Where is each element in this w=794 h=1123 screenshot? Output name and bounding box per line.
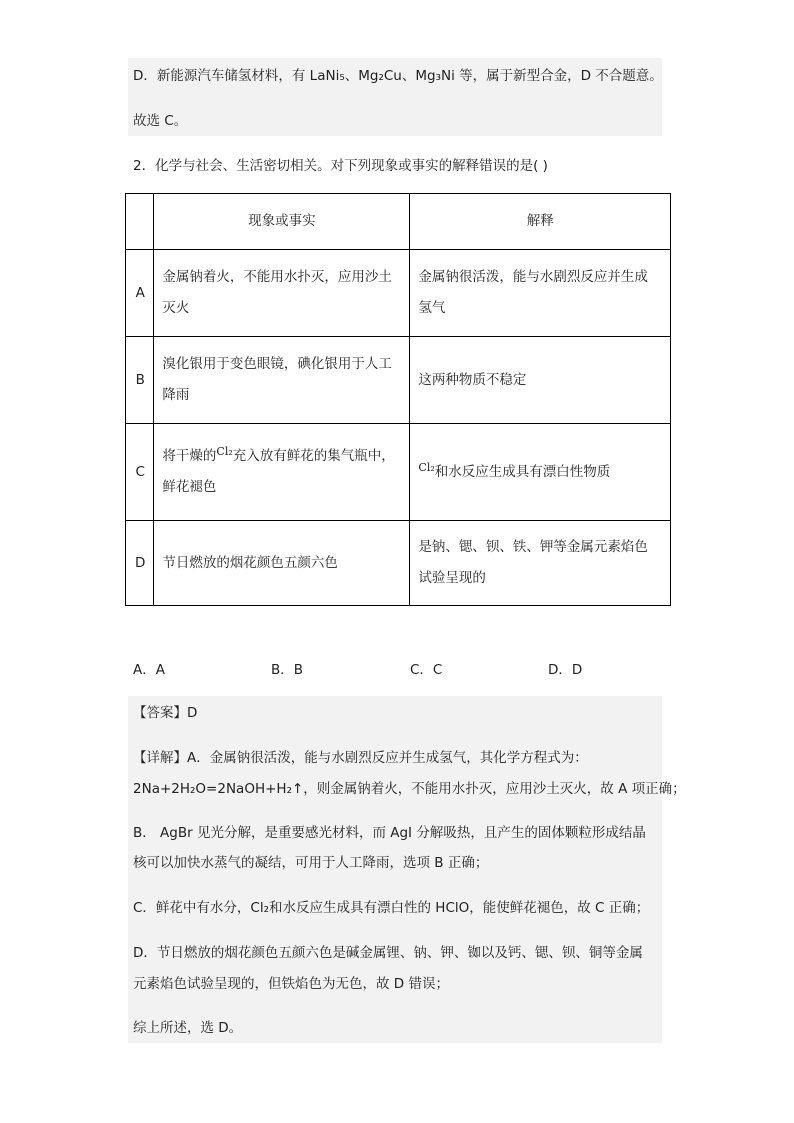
detail-b-line1: B． AgBr 见光分解，是重要感光材料，而 AgI 分解吸热，且产生的固体颗粒形成结晶 [133, 825, 646, 841]
detail-c: C．鲜花中有水分，Cl₂和水反应生成具有漂白性的 HClO，能使鲜花褪色，故 C 正确； [133, 900, 650, 916]
fact-line: 金属钠着火，不能用水扑灭，应用沙土 [162, 269, 392, 285]
fact-line: 灭火 [162, 300, 190, 316]
question-stem: 2．化学与社会、生活密切相关。对下列现象或事实的解释错误的是( ) [133, 158, 548, 174]
fact-line: 降雨 [162, 387, 190, 403]
option-a: A．A [133, 662, 165, 678]
chlorine-formula: Cl₂ [418, 460, 435, 474]
row-explanation [410, 521, 671, 606]
fact-line: 溴化银用于变色眼镜，碘化银用于人工 [162, 356, 392, 372]
option-c: C．C [410, 662, 443, 678]
fact-text: 充入放有鲜花的集气瓶中， [232, 448, 395, 464]
explanation-line: 试验呈现的 [418, 570, 486, 586]
row-label: C [126, 424, 154, 521]
detail-d-line1: D．节日燃放的烟花颜色五颜六色是碱金属锂、钠、钾、铷以及钙、锶、钡、铜等金属 [133, 945, 643, 961]
explanation-line: 金属钠很活泼，能与水剧烈反应并生成 [418, 269, 648, 285]
option-b: B．B [271, 662, 304, 678]
header-empty-cell [126, 194, 154, 250]
fact-line: 鲜花褪色 [162, 479, 217, 495]
explanation-line: 这两种物质不稳定 [418, 371, 527, 388]
row-label: B [126, 337, 154, 424]
row-fact [154, 424, 410, 521]
question-table [125, 193, 671, 606]
explanation-line [418, 457, 662, 488]
detail-d-line2: 元素焰色试验呈现的，但铁焰色为无色，故 D 错误； [133, 976, 449, 992]
table-row [126, 250, 671, 337]
row-fact [154, 337, 410, 424]
detail-a-line1: 【详解】A．金属钠很活泼，能与水剧烈反应并生成氢气，其化学方程式为： [133, 750, 588, 766]
table-header-row [126, 194, 671, 250]
table-row [126, 337, 671, 424]
row-fact [154, 250, 410, 337]
explanation-line: 氢气 [418, 300, 446, 316]
fact-text: 将干燥的 [162, 448, 217, 464]
header-fact: 现象或事实 [154, 194, 410, 250]
summary: 综上所述，选 D。 [133, 1020, 243, 1036]
fact-line [162, 441, 401, 472]
row-explanation [410, 337, 671, 424]
explanation-text: 和水反应生成具有漂白性物质 [434, 463, 611, 480]
fact-line: 节日燃放的烟花颜色五颜六色 [162, 554, 338, 571]
row-fact [154, 521, 410, 606]
prev-option-d-explanation: D．新能源汽车储氢材料，有 LaNi₅、Mg₂Cu、Mg₃Ni 等，属于新型合金，D 不合题意。 [133, 68, 663, 84]
prev-conclusion: 故选 C。 [133, 113, 188, 129]
answer-line: 【答案】D [133, 705, 198, 721]
row-label: D [126, 521, 154, 606]
row-explanation [410, 424, 671, 521]
explanation-line: 是钠、锶、钡、铁、钾等金属元素焰色 [418, 539, 648, 555]
detail-a-line2: 2Na+2H₂O=2NaOH+H₂↑，则金属钠着火，不能用水扑灭，应用沙土灭火，故 A 项正确； [133, 781, 686, 797]
row-explanation [410, 250, 671, 337]
chlorine-formula: Cl₂ [216, 445, 233, 458]
table-row [126, 424, 671, 521]
option-d: D．D [548, 662, 583, 678]
table-row [126, 521, 671, 606]
detail-b-line2: 核可以加快水蒸气的凝结，可用于人工降雨，选项 B 正确； [133, 855, 489, 871]
row-label: A [126, 250, 154, 337]
header-explanation: 解释 [410, 194, 671, 250]
